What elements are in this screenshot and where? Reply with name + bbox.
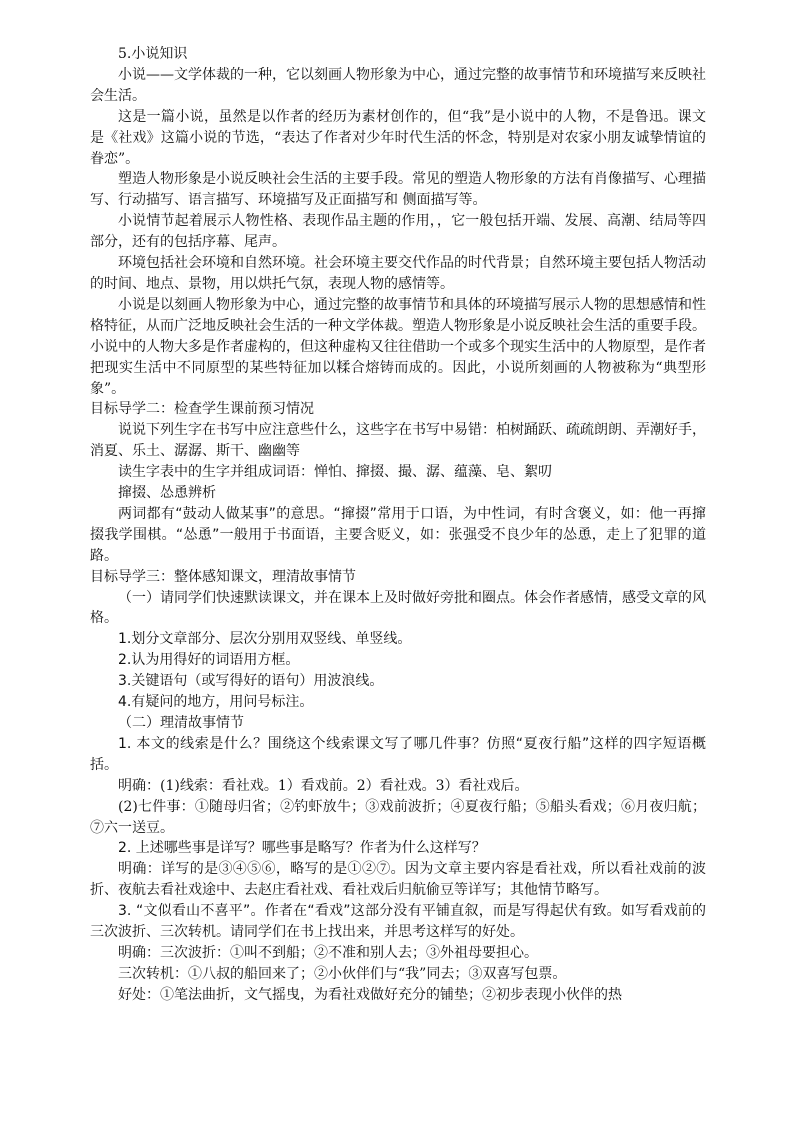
answer: 好处：①笔法曲折，文气摇曳，为看社戏做好充分的铺垫；②初步表现小伙伴的热 — [118, 986, 622, 1003]
paragraph: 小说是以刻画人物形象为中心，通过完整的故事情节和具体的环境描写展示人物的思想感情和性格特征，从而广泛地反映社会生活的一种文学体裁。塑造人物形象是小说反映社会生活的重要手段。小说中的人物大多是作者虚构的，但这种虚构又往往借助一个或多个现实生活中的人物原型，是作者把现实生活中不同原型的某些特征加以糅合熔铸而成的。因此，小说所刻画的人物被称为“典型形象”。 — [90, 296, 706, 397]
paragraph: 塑造人物形象是小说反映社会生活的主要手段。常见的塑造人物形象的方法有肖像描写、心理描写、行动描写、语言描写、环境描写及正面描写和 侧面描写等。 — [90, 171, 706, 209]
question: 2. 上述哪些事是详写？哪些事是略写？作者为什么这样写？ — [118, 840, 486, 857]
answer: 明确：详写的是③④⑤⑥，略写的是①②⑦。因为文章主要内容是看社戏，所以看社戏前的波折、夜航去看社戏途中、去赵庄看社戏、看社戏后归航偷豆等详写；其他情节略写。 — [90, 861, 706, 899]
answer: 明确：(1)线索：看社戏。1）看戏前。2）看社戏。3）看社戏后。 — [118, 777, 529, 794]
list-item: 2.认为用得好的词语用方框。 — [118, 652, 300, 669]
answer: 明确：三次波折：①叫不到船；②不准和别人去；③外祖母要担心。 — [118, 944, 538, 961]
paragraph: 环境包括社会环境和自然环境。社会环境主要交代作品的时代背景；自然环境主要包括人物活动的时间、地点、景物，用以烘托气氛，表现人物的感情等。 — [90, 255, 706, 292]
question: 1. 本文的线索是什么？围绕这个线索课文写了哪几件事？仿照“夏夜行船”这样的四字短语概括。 — [90, 735, 706, 773]
list-item: 3.关键语句（或写得好的语句）用波浪线。 — [118, 673, 384, 690]
paragraph: 这是一篇小说，虽然是以作者的经历为素材创作的，但“我”是小说中的人物，不是鲁迅。课文是《社戏》这篇小说的节选，“表达了作者对少年时代生活的怀念，特别是对农家小朋友诚挚情谊的眷恋”。 — [90, 108, 706, 167]
guide-heading: 目标导学三：整体感知课文，理清故事情节 — [90, 568, 356, 585]
paragraph: 小说情节起着展示人物性格、表现作品主题的作用，，它一般包括开端、发展、高潮、结局等四部分，还有的包括序幕、尾声。 — [90, 213, 706, 251]
paragraph: （一）请同学们快速默读课文，并在课本上及时做好旁批和圈点。体会作者感情，感受文章的风格。 — [90, 589, 706, 627]
answer: (2)七件事：①随母归省；②钓虾放牛；③戏前波折；④夏夜行船；⑤船头看戏；⑥月夜归航；⑦六一送豆。 — [90, 798, 706, 836]
list-item: 4.有疑问的地方，用问号标注。 — [118, 694, 314, 711]
paragraph: 读生字表中的生字并组成词语：惮怕、撺掇、撮、潺、蕴藻、皂、絮叨 — [118, 464, 552, 481]
list-item: 1.划分文章部分、层次分别用双竖线、单竖线。 — [118, 631, 412, 648]
guide-heading: 目标导学二：检查学生课前预习情况 — [90, 401, 314, 418]
subheading: （二）理清故事情节 — [118, 715, 244, 731]
paragraph: 两词都有“鼓动人做某事”的意思。“撺掇”常用于口语，为中性词，有时含褒义，如：他一再撺掇我学围棋。“怂恿”一般用于书面语，主要含贬义，如：张强受不良少年的怂恿，走上了犯罪的道路。 — [90, 505, 706, 564]
question: 3. “文似看山不喜平”。作者在“看戏”这部分没有平铺直叙，而是写得起伏有致。如写看戏前的三次波折、三次转机。请同学们在书上找出来，并思考这样写的好处。 — [90, 903, 706, 941]
section-heading: 5.小说知识 — [118, 46, 188, 62]
paragraph: 撺掇、怂恿辨析 — [118, 485, 216, 502]
document-page — [90, 44, 706, 1006]
answer: 三次转机：①八叔的船回来了；②小伙伴们与“我”同去；③双喜写包票。 — [118, 965, 567, 982]
paragraph: 说说下列生字在书写中应注意些什么，这些字在书写中易错：柏树踊跃、疏疏朗朗、弄潮好手，消夏、乐土、潺潺、斯干、幽幽等 — [90, 422, 706, 460]
paragraph: 小说——文学体裁的一种，它以刻画人物形象为中心，通过完整的故事情节和环境描写来反映社会生活。 — [90, 66, 706, 104]
